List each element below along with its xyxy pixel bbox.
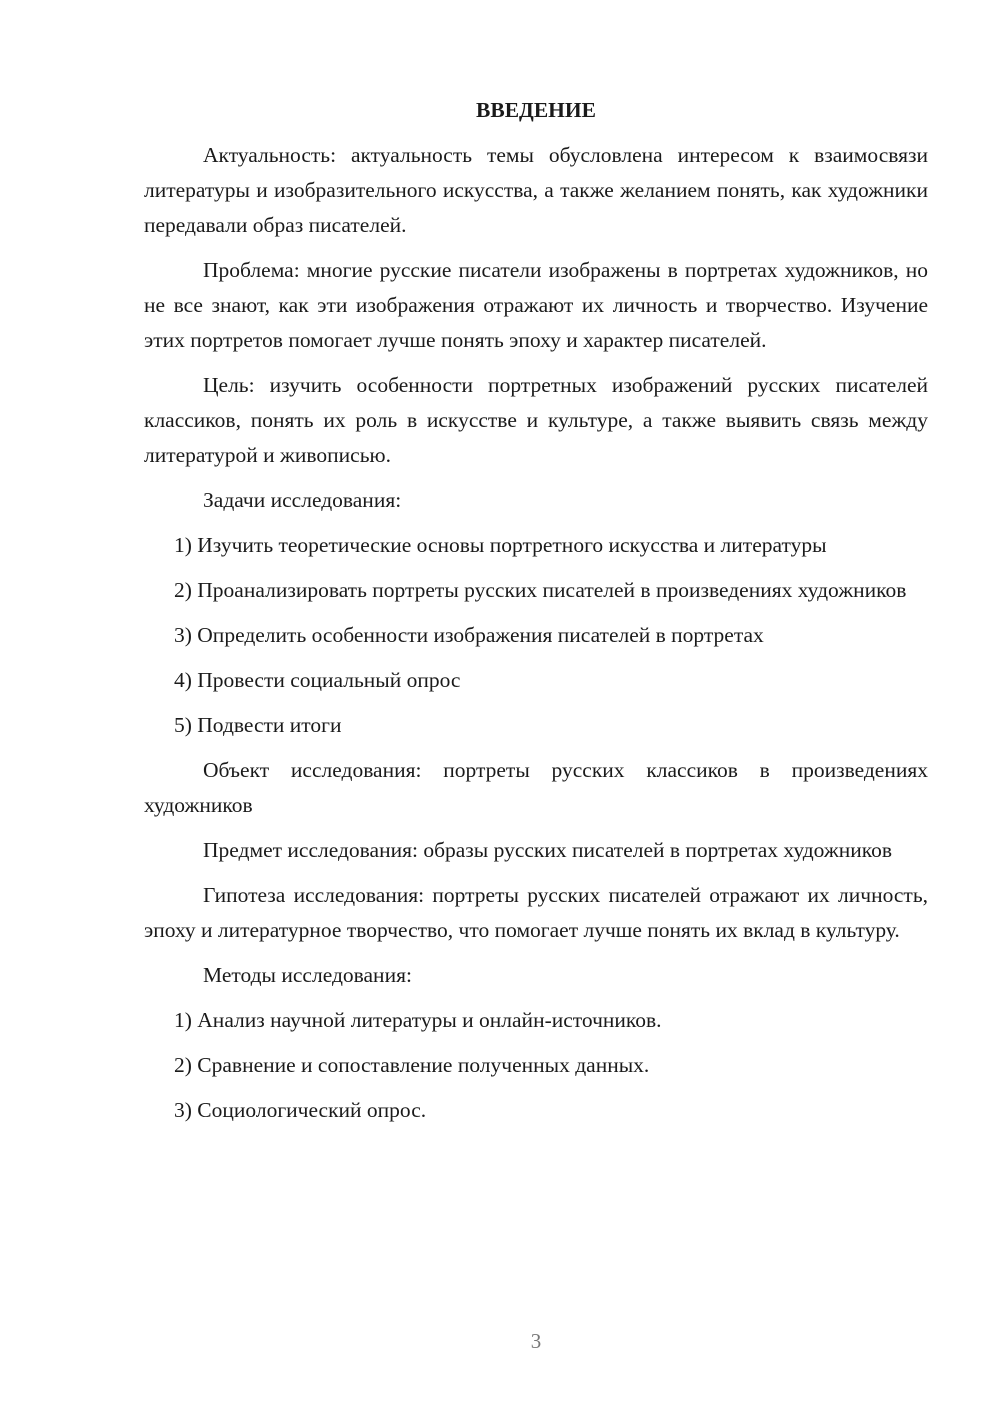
page-title: ВВЕДЕНИЕ <box>476 98 596 122</box>
task-item: 3) Определить особенности изображения писателей в портретах <box>174 623 764 647</box>
method-item: 2) Сравнение и сопоставление полученных данных. <box>174 1053 650 1077</box>
hypothesis-paragraph: Гипотеза исследования: портреты русских писателей отражают их личность, эпоху и литературное творчество, что помогает лучше понять их вклад в культуру. <box>144 883 928 942</box>
methods-heading: Методы исследования: <box>203 963 412 987</box>
actuality-paragraph: Актуальность: актуальность темы обусловлена интересом к взаимосвязи литературы и изобразительного искусства, а также желанием понять, как художники передавали образ писателей. <box>144 143 928 237</box>
task-item: 5) Подвести итоги <box>174 713 342 737</box>
task-item: 4) Провести социальный опрос <box>174 668 461 692</box>
task-item: 2) Проанализировать портреты русских писателей в произведениях художников <box>174 578 907 602</box>
document-page <box>144 92 928 1138</box>
object-paragraph: Объект исследования: портреты русских классиков в произведениях художников <box>144 758 928 817</box>
method-item: 1) Анализ научной литературы и онлайн-источников. <box>174 1008 662 1032</box>
tasks-heading: Задачи исследования: <box>203 488 402 512</box>
task-item: 1) Изучить теоретические основы портретного искусства и литературы <box>174 533 827 557</box>
page-number: 3 <box>530 1329 542 1353</box>
problem-paragraph: Проблема: многие русские писатели изображены в портретах художников, но не все знают, как эти изображения отражают их личность и творчество. Изучение этих портретов помогает лучше понять эпоху и характер писателей. <box>144 258 928 352</box>
goal-paragraph: Цель: изучить особенности портретных изображений русских писателей классиков, понять их роль в искусстве и культуре, а также выявить связь между литературой и живописью. <box>144 373 928 467</box>
method-item: 3) Социологический опрос. <box>174 1098 427 1122</box>
subject-paragraph: Предмет исследования: образы русских писателей в портретах художников <box>203 838 893 862</box>
